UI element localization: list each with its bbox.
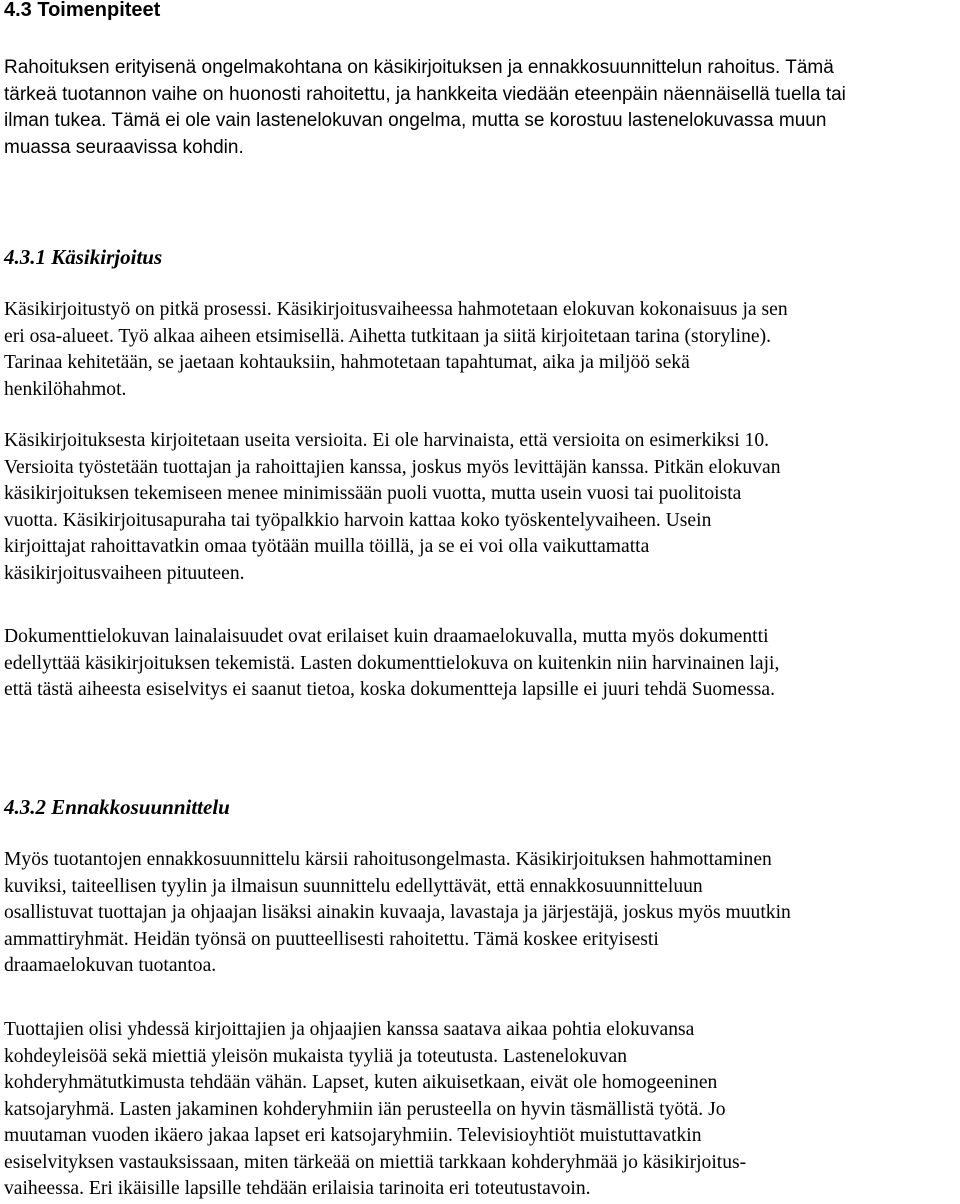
text-line: muassa seuraavissa kohdin. xyxy=(4,136,244,158)
text-line: Tarinaa kehitetään, se jaetaan kohtauksiin, hahmotetaan tapahtumat, aika ja miljöö sekä xyxy=(4,352,690,373)
text-line: käsikirjoituksen tekemiseen menee minimissään puoli vuotta, mutta usein vuosi tai puolitoista xyxy=(4,483,742,504)
text-line: Versioita työstetään tuottajan ja rahoittajien kanssa, joskus myös levittäjän kanssa. Pitkän elokuvan xyxy=(4,456,781,478)
text-line: Myös tuotantojen ennakkosuunnittelu kärsii rahoitusongelmasta. Käsikirjoituksen hahmottaminen xyxy=(4,849,772,870)
subsection-heading-kasikirjoitus: 4.3.1 Käsikirjoitus xyxy=(4,245,163,269)
text-line: Tuottajien olisi yhdessä kirjoittajien ja ohjaajien kanssa saatava aikaa pohtia elokuvansa xyxy=(4,1019,695,1040)
text-line: Dokumenttielokuvan lainalaisuudet ovat erilaiset kuin draamaelokuvalla, mutta myös dokumentti xyxy=(4,626,769,647)
text-line: käsikirjoitusvaiheen pituuteen. xyxy=(4,562,245,584)
text-line: osallistuvat tuottajan ja ohjaajan lisäksi ainakin kuvaaja, lavastaja ja järjestäjä, joskus myös muutkin xyxy=(4,902,791,923)
text-line: muutaman vuoden ikäero jakaa lapset eri katsojaryhmiin. Televisioyhtiöt muistuttavatkin xyxy=(4,1125,702,1146)
text-line: eri osa-alueet. Työ alkaa aiheen etsimisellä. Aihetta tutkitaan ja siitä kirjoitetaan tarina (storyline). xyxy=(4,325,772,347)
text-line: kohderyhmätutkimusta tehdään vähän. Lapset, kuten aikuisetkaan, eivät ole homogeeninen xyxy=(4,1072,718,1093)
text-line: vuotta. Käsikirjoitusapuraha tai työpalkkio harvoin kattaa koko työskentelyvaiheen. Usein xyxy=(4,509,712,531)
text-line: että tästä aiheesta esiselvitys ei saanut tietoa, koska dokumentteja lapsille ei juuri tehdä Suomessa. xyxy=(4,679,776,700)
text-line: edellyttää käsikirjoituksen tekemistä. Lasten dokumenttielokuva on kuitenkin niin harvinainen laji, xyxy=(4,652,780,674)
paragraph xyxy=(4,428,960,587)
paragraph xyxy=(4,624,960,704)
text-line: Käsikirjoituksesta kirjoitetaan useita versioita. Ei ole harvinaista, että versioita on esimerkiksi 10. xyxy=(4,430,770,451)
text-line: ilman tukea. Tämä ei ole vain lastenelokuvan ongelma, mutta se korostuu lastenelokuvassa muun xyxy=(4,110,827,131)
paragraph xyxy=(4,297,960,403)
section-heading-main: 4.3 Toimenpiteet xyxy=(4,0,161,21)
text-line: vaiheessa. Eri ikäisille lapsille tehdään erilaisia tarinoita eri toteutustavoin. xyxy=(4,1178,591,1199)
text-line: kirjoittajat rahoittavatkin omaa työtään muilla töillä, ja se ei voi olla vaikuttamatta xyxy=(4,536,650,557)
text-line: tärkeä tuotannon vaihe on huonosti rahoitettu, ja hankkeita viedään eteenpäin näennäisellä tuella tai xyxy=(4,83,846,105)
text-line: Käsikirjoitustyö on pitkä prosessi. Käsikirjoitusvaiheessa hahmotetaan elokuvan kokonaisuus ja sen xyxy=(4,299,788,320)
paragraph xyxy=(4,847,960,980)
text-line: Rahoituksen erityisenä ongelmakohtana on käsikirjoituksen ja ennakkosuunnittelun rahoitus. Tämä xyxy=(4,57,834,78)
text-line: kohdeyleisöä sekä miettiä yleisön mukaista tyyliä ja toteutusta. Lastenelokuvan xyxy=(4,1045,628,1067)
text-line: kuviksi, taiteellisen tyylin ja ilmaisun suunnittelu edellyttävät, että ennakkosuunnitteluun xyxy=(4,875,703,897)
text-line: ammattiryhmät. Heidän työnsä on puutteellisesti rahoitettu. Tämä koskee erityisesti xyxy=(4,928,659,950)
paragraph xyxy=(4,1017,960,1203)
text-line: esiselvityksen vastauksissaan, miten tärkeää on miettiä tarkkaan kohderyhmää jo käsikirjoitus- xyxy=(4,1151,747,1173)
intro-paragraph xyxy=(4,55,960,161)
text-line: henkilöhahmot. xyxy=(4,378,127,400)
subsection-heading-ennakkosuunnittelu: 4.3.2 Ennakkosuunnittelu xyxy=(4,795,230,819)
text-line: draamaelokuvan tuotantoa. xyxy=(4,955,217,976)
text-line: katsojaryhmä. Lasten jakaminen kohderyhmiin iän perusteella on hyvin täsmällistä työtä. Jo xyxy=(4,1098,726,1120)
